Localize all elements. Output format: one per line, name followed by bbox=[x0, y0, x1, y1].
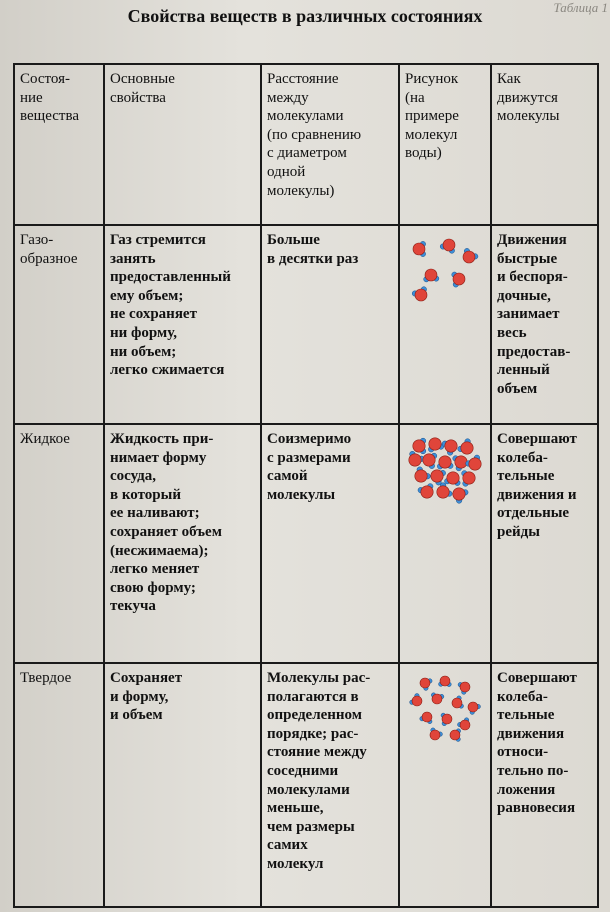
oxygen-atom bbox=[425, 269, 437, 281]
cell-line: Как bbox=[497, 71, 521, 87]
cell-line: примере bbox=[405, 108, 459, 125]
cell-line: легко сжимается bbox=[110, 362, 225, 379]
oxygen-atom bbox=[437, 486, 449, 498]
liquid-distance bbox=[261, 424, 399, 663]
solid-motion bbox=[491, 663, 598, 907]
oxygen-atom bbox=[450, 730, 460, 740]
cell-line: ние bbox=[20, 89, 43, 106]
header-state bbox=[14, 64, 104, 225]
cell-line: молекулы bbox=[267, 486, 336, 503]
table-row-gas bbox=[14, 225, 598, 424]
header-motion bbox=[491, 64, 598, 225]
oxygen-atom bbox=[409, 454, 421, 466]
cell-line: рейды bbox=[497, 523, 540, 540]
cell-line: движутся bbox=[497, 89, 558, 106]
cell-line: весь bbox=[497, 324, 527, 341]
cell-line: и форму, bbox=[110, 688, 169, 705]
cell-line: дочные, bbox=[497, 287, 551, 304]
cell-line: стояние между bbox=[267, 744, 367, 761]
cell-line: с диаметром bbox=[267, 145, 347, 162]
liquid-properties bbox=[104, 424, 261, 663]
table-number: Таблица 1 bbox=[553, 0, 608, 15]
cell-line: Газо- bbox=[20, 232, 54, 248]
oxygen-atom bbox=[439, 456, 451, 468]
cell-line: молекул bbox=[405, 126, 458, 143]
cell-line: занимает bbox=[497, 306, 560, 323]
cell-line: не сохраняет bbox=[110, 306, 197, 323]
header-distance bbox=[261, 64, 399, 225]
oxygen-atom bbox=[463, 251, 475, 263]
cell-line: Жидкость при- bbox=[110, 431, 214, 447]
oxygen-atom bbox=[422, 712, 432, 722]
cell-line: тельно по- bbox=[497, 762, 569, 779]
cell-line: ленный bbox=[497, 362, 550, 379]
oxygen-atom bbox=[443, 239, 455, 251]
cell-line: колеба- bbox=[497, 688, 548, 705]
cell-line: Соизмеримо bbox=[267, 431, 352, 447]
oxygen-atom bbox=[415, 470, 427, 482]
header-properties bbox=[104, 64, 261, 225]
table-row-solid bbox=[14, 663, 598, 907]
cell-line: Совершают bbox=[497, 670, 577, 686]
gas-state bbox=[14, 225, 104, 424]
table-row-liquid bbox=[14, 424, 598, 663]
cell-line: движения и bbox=[497, 486, 577, 503]
cell-line: сосуда, bbox=[110, 468, 157, 485]
cell-line: соседними bbox=[267, 762, 339, 779]
header-picture bbox=[399, 64, 491, 225]
oxygen-atom bbox=[452, 698, 462, 708]
oxygen-atom bbox=[431, 470, 443, 482]
cell-line: с размерами bbox=[267, 449, 351, 466]
oxygen-atom bbox=[463, 472, 475, 484]
cell-line: ему объем; bbox=[110, 287, 184, 304]
cell-line: вещества bbox=[20, 108, 79, 125]
oxygen-atom bbox=[442, 714, 452, 724]
solid-molecules-icon bbox=[405, 673, 483, 743]
liquid-molecules-icon bbox=[405, 434, 483, 504]
cell-line: объем bbox=[497, 380, 538, 397]
oxygen-atom bbox=[412, 696, 422, 706]
solid-distance bbox=[261, 663, 399, 907]
cell-line: текуча bbox=[110, 598, 156, 615]
oxygen-atom bbox=[440, 676, 450, 686]
cell-line: колеба- bbox=[497, 449, 548, 466]
oxygen-atom bbox=[455, 456, 467, 468]
cell-line: относи- bbox=[497, 744, 549, 761]
oxygen-atom bbox=[430, 730, 440, 740]
cell-line: молекулами bbox=[267, 781, 350, 798]
solid-properties bbox=[104, 663, 261, 907]
oxygen-atom bbox=[423, 454, 435, 466]
cell-line: ложения bbox=[497, 781, 556, 798]
cell-line: свою форму; bbox=[110, 579, 196, 596]
cell-line: Сохраняет bbox=[110, 670, 183, 686]
cell-line: Твердое bbox=[20, 670, 72, 686]
liquid-state bbox=[14, 424, 104, 663]
cell-line: ни форму, bbox=[110, 324, 177, 341]
cell-line: тельные bbox=[497, 707, 555, 724]
cell-line: чем размеры bbox=[267, 818, 355, 835]
liquid-picture bbox=[399, 424, 491, 663]
cell-line: молекул bbox=[267, 855, 324, 872]
cell-line: Состоя- bbox=[20, 71, 71, 87]
cell-line: Движения bbox=[497, 232, 567, 248]
cell-line: Основные bbox=[110, 71, 175, 87]
gas-molecules-icon bbox=[405, 235, 483, 305]
oxygen-atom bbox=[413, 243, 425, 255]
cell-line: нимает форму bbox=[110, 449, 207, 466]
oxygen-atom bbox=[413, 440, 425, 452]
cell-line: молекулы bbox=[497, 108, 560, 125]
oxygen-atom bbox=[415, 289, 427, 301]
oxygen-atom bbox=[460, 682, 470, 692]
properties-table bbox=[13, 63, 599, 908]
cell-line: Совершают bbox=[497, 431, 577, 447]
cell-line: воды) bbox=[405, 145, 442, 162]
gas-picture bbox=[399, 225, 491, 424]
oxygen-atom bbox=[429, 438, 441, 450]
cell-line: равновесия bbox=[497, 800, 576, 817]
gas-properties bbox=[104, 225, 261, 424]
cell-line: образное bbox=[20, 250, 78, 267]
cell-line: ее наливают; bbox=[110, 505, 200, 522]
cell-line: сохраняет объем bbox=[110, 523, 222, 540]
oxygen-atom bbox=[453, 488, 465, 500]
cell-line: молекулами bbox=[267, 108, 344, 125]
page-title: Свойства веществ в различных состояниях bbox=[127, 6, 483, 26]
oxygen-atom bbox=[468, 702, 478, 712]
oxygen-atom bbox=[432, 694, 442, 704]
cell-line: Газ стремится bbox=[110, 232, 206, 248]
cell-line: в десятки раз bbox=[267, 250, 359, 267]
cell-line: тельные bbox=[497, 468, 555, 485]
cell-line: и объем bbox=[110, 707, 163, 724]
cell-line: самих bbox=[267, 837, 308, 854]
cell-line: (несжимаема); bbox=[110, 542, 209, 559]
oxygen-atom bbox=[461, 442, 473, 454]
cell-line: отдельные bbox=[497, 505, 570, 522]
gas-distance bbox=[261, 225, 399, 424]
cell-line: Расстояние bbox=[267, 71, 339, 87]
cell-line: Больше bbox=[267, 232, 320, 248]
cell-line: Жидкое bbox=[20, 431, 70, 447]
cell-line: ни объем; bbox=[110, 343, 177, 360]
cell-line: (по сравнению bbox=[267, 126, 362, 143]
cell-line: меньше, bbox=[267, 800, 324, 817]
cell-line: легко меняет bbox=[110, 561, 200, 578]
oxygen-atom bbox=[445, 440, 457, 452]
solid-picture bbox=[399, 663, 491, 907]
cell-line: (на bbox=[405, 89, 425, 106]
cell-line: и беспоря- bbox=[497, 269, 568, 286]
cell-line: быстрые bbox=[497, 250, 558, 267]
cell-line: движения bbox=[497, 725, 565, 742]
cell-line: Молекулы рас- bbox=[267, 670, 371, 686]
cell-line: между bbox=[267, 89, 309, 106]
liquid-motion bbox=[491, 424, 598, 663]
oxygen-atom bbox=[453, 273, 465, 285]
oxygen-atom bbox=[460, 720, 470, 730]
cell-line: Рисунок bbox=[405, 71, 459, 87]
oxygen-atom bbox=[421, 486, 433, 498]
cell-line: порядке; рас- bbox=[267, 725, 359, 742]
oxygen-atom bbox=[447, 472, 459, 484]
gas-motion bbox=[491, 225, 598, 424]
table-header-row bbox=[14, 64, 598, 225]
solid-state bbox=[14, 663, 104, 907]
cell-line: занять bbox=[110, 250, 156, 267]
cell-line: свойства bbox=[110, 89, 166, 106]
cell-line: предостав- bbox=[497, 343, 571, 360]
cell-line: одной bbox=[267, 163, 306, 180]
cell-line: молекулы) bbox=[267, 182, 335, 199]
oxygen-atom bbox=[469, 458, 481, 470]
oxygen-atom bbox=[420, 678, 430, 688]
cell-line: полагаются в bbox=[267, 688, 359, 705]
cell-line: самой bbox=[267, 468, 308, 485]
cell-line: в который bbox=[110, 486, 181, 503]
cell-line: определенном bbox=[267, 707, 362, 724]
cell-line: предоставленный bbox=[110, 269, 231, 286]
